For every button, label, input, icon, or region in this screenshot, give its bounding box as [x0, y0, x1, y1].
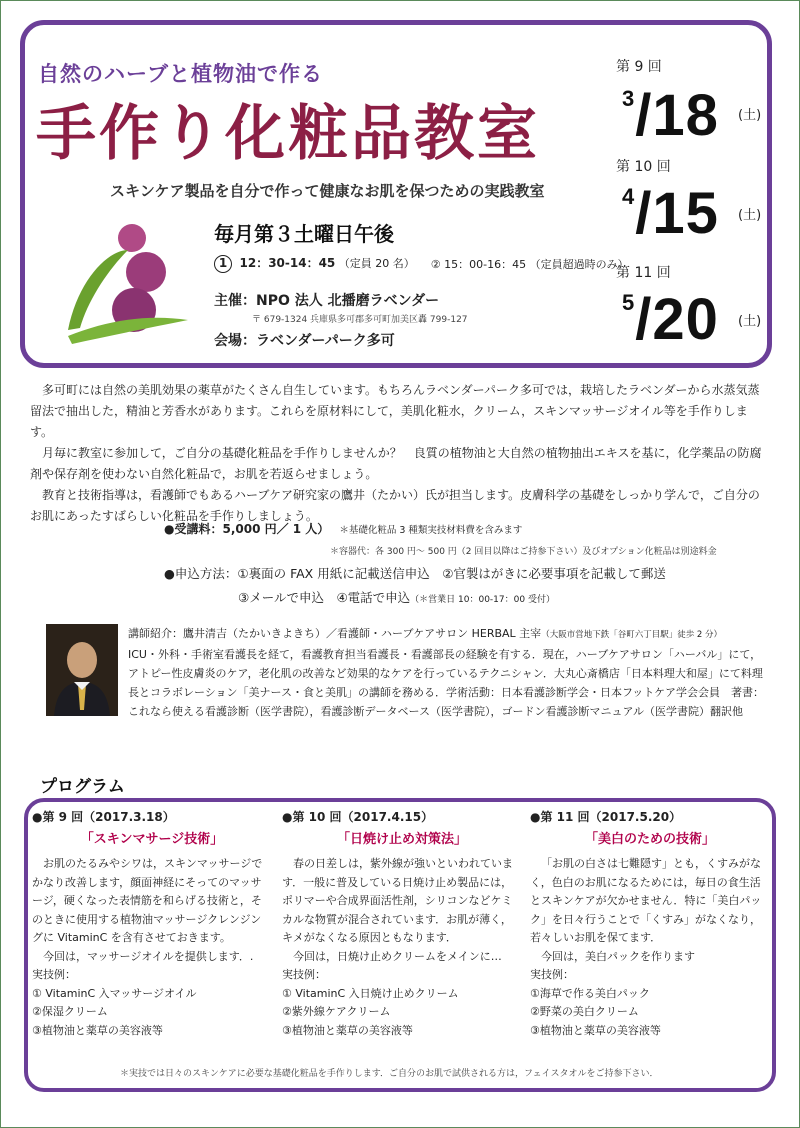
practice-item: ②野菜の美白クリーム	[530, 1005, 639, 1018]
container-fee-note: ＊容器代：各 300 円～ 500 円（2 回目以降はご持参下さい）及びオプション化粧品は別途料金	[330, 547, 717, 557]
program-column-10	[282, 808, 522, 1040]
program-column-11	[530, 808, 770, 1040]
program-session-title: 「スキンマサージ技術」	[80, 831, 224, 847]
apply-method-line1: ●申込方法：①裏面の FAX 用紙に記載送信申込 ②官製はがきに必要事項を記載して郵送	[164, 566, 666, 581]
footer-note: ＊実技では日々のスキンケアに必要な基礎化粧品を手作りします．ご自分のお肌で試供される方は，フェイスタオルをご持参下さい．	[120, 1069, 659, 1079]
time-slot-1-time: 12：30-14：45	[239, 256, 336, 270]
time-slot-2: ② 15：00-16：45 （定員超過時のみ）	[430, 257, 629, 271]
practice-item: ③植物油と薬草の美容液等	[32, 1023, 163, 1037]
venue-text: 会場：ラベンダーパーク多可	[214, 333, 395, 349]
fee-note: ＊基礎化粧品 3 種類実技材料費を含みます	[339, 525, 523, 536]
practice-label: 実技例：	[32, 968, 76, 981]
practice-item: ②紫外線ケアクリーム	[282, 1005, 391, 1018]
program-column-9	[32, 808, 272, 1040]
page-title: 手作り化粧品教室	[36, 99, 540, 169]
practice-item: ① VitaminC 入マッサージオイル	[32, 986, 197, 1000]
practice-item: ①海草で作る美白パック	[530, 986, 650, 1000]
instructor-bio: ICU・外科・手術室看護長を経て，看護教育担当看護長・看護部長の経験を有する．現在，ハーブケアサロン「ハーバル」にて，アトピー性皮膚炎のケア，老化肌の改善など効果的なケアを行っているテクニシャン．大丸心斎橋店「日本料理大和屋」にて料理長とコラボレーション「美ナース・食と美肌」の講師を務める．学術活動：日本看護診断学会・日本フットケア学会会員 著書：これなら使える看護診断（医学書院），看護診断データベース（医学書院），ゴードン看護診断マニュアル（医学書院）翻訳他	[128, 648, 765, 718]
intro-text	[30, 380, 770, 527]
salon-access: （大阪市営地下鉄「谷町六丁目駅」徒歩 2 分）	[541, 630, 723, 640]
slot-number-badge: 1	[214, 255, 232, 273]
session-9-label: 第 9 回	[616, 59, 662, 75]
organizer-text: 主催：NPO 法人 北播磨ラベンダー	[214, 293, 440, 309]
session-10-date: $^4$/15	[622, 181, 719, 246]
session-11-date: $^5$/20	[622, 287, 719, 352]
session-11-dow: (土)	[738, 314, 762, 329]
program-session-body: 「お肌の白さは七難隠す」とも，くすみがなく，色白のお肌になるためには，毎日の食生活とスキンケアが欠かせません．特に「美白パック」を日々行うことで「くすみ」がなくなり，若々しいお肌を保てます．	[530, 857, 762, 944]
fee-line	[164, 520, 522, 537]
header-tagline: スキンケア製品を自分で作って健康なお肌を保つための実践教室	[110, 182, 545, 200]
instructor-header	[128, 624, 768, 645]
practice-label: 実技例：	[282, 968, 326, 981]
program-session-body: お肌のたるみやシワは，スキンマッサージでかなり改善します，顔面神経にそってのマッサージ，硬くなった表情筋を和らげる技術と，そのときに使用する植物油マッサージクレンジングに VitaminC を含有させておきます。	[32, 857, 263, 944]
intro-paragraph: 月毎に教室に参加して，ご自分の基礎化粧品を手作りしませんか？ 良質の植物油と大自然の植物抽出エキスを基に，化学薬品の防腐剤や保存剤を使わない自然化粧品で，お肌を若返らせましょう。	[30, 446, 762, 481]
program-today: 今回は，日焼け止めクリームをメインに…	[293, 949, 502, 963]
fee-label: ●受講料：5,000 円／ 1 人）	[164, 522, 330, 536]
header-subtitle: 自然のハーブと植物油で作る	[38, 62, 323, 86]
session-times	[214, 254, 629, 273]
apply-method-line2	[238, 588, 555, 606]
practice-item: ②保湿クリーム	[32, 1005, 108, 1018]
time-slot-1	[214, 254, 415, 273]
apply-method-line2-text: ③メールで申込 ④電話で申込	[238, 590, 411, 605]
program-today: 今回は，美白パックを作ります	[541, 949, 695, 963]
instructor-photo	[46, 624, 118, 716]
session-11-label: 第 11 回	[616, 265, 671, 281]
apply-hours-note: （＊営業日 10：00-17：00 受付）	[410, 595, 555, 605]
intro-paragraph: 多可町には自然の美肌効果の薬草がたくさん自生しています。もちろんラベンダーパーク多可では，栽培したラベンダーから水蒸気蒸留法で抽出した，精油と芳香水があります。これらを原材料にして，美肌化粧水，クリーム，スキンマッサージオイル等を手作りします。	[30, 383, 760, 439]
intro-paragraph: 教育と技術指導は，看護師でもあるハーブケア研究家の鷹井（たかい）氏が担当します。皮膚科学の基礎をしっかり学んで，ご自分のお肌にあったすばらしい化粧品を手作りしましょう。	[30, 488, 760, 523]
program-session-body: 春の日差しは，紫外線が強いといわれています．一般に普及している日焼け止め製品には，ポリマーや合成界面活性剤，シリコンなどケミカルな物質が混合されています．お肌が薄く，キメがなくなる原因ともなります．	[282, 857, 513, 944]
program-session-head: ●第 10 回（2017.4.15）	[282, 810, 434, 824]
program-heading: プログラム	[40, 777, 125, 797]
session-9-dow: (土)	[738, 108, 762, 123]
instructor-name: 講師紹介：鷹井清吉（たかいきよきち）／看護師・ハーブケアサロン HERBAL 主宰	[128, 627, 542, 640]
organizer-address: 〒 679-1324 兵庫県多可郡多可町加美区轟 799-127	[252, 315, 468, 325]
program-session-head: ●第 9 回（2017.3.18）	[32, 810, 175, 824]
session-10-label: 第 10 回	[616, 159, 671, 175]
session-10-dow: (土)	[738, 208, 762, 223]
practice-item: ③植物油と薬草の美容液等	[530, 1023, 661, 1037]
program-session-head: ●第 11 回（2017.5.20）	[530, 810, 682, 824]
lavender-logo-icon	[48, 210, 198, 350]
practice-label: 実技例：	[530, 968, 574, 981]
program-session-title: 「美白のための技術」	[584, 831, 715, 847]
program-today: 今回は，マッサージオイルを提供します．.	[43, 949, 254, 963]
program-session-title: 「日焼け止め対策法」	[336, 831, 467, 847]
schedule-text: 毎月第３土曜日午後	[214, 222, 394, 246]
time-slot-1-note: （定員 20 名）	[338, 257, 415, 270]
practice-item: ① VitaminC 入日焼け止めクリーム	[282, 986, 459, 1000]
session-9-date: $^3$/18	[622, 83, 719, 148]
practice-item: ③植物油と薬草の美容液等	[282, 1023, 413, 1037]
instructor-profile	[128, 624, 768, 721]
